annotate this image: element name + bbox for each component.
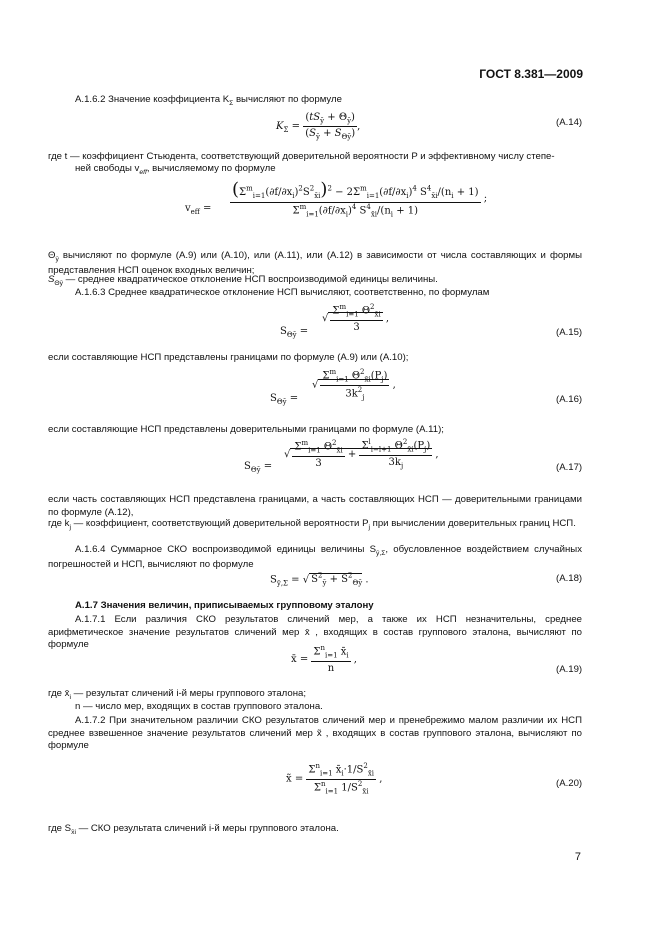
eq-number-a15: (A.15): [556, 327, 583, 338]
eq-number-a19: (A.19): [556, 664, 583, 675]
para-a163: A.1.6.3 Среднее квадратическое отклонение НСП вычисляют, соответственно, по формулам: [75, 287, 490, 298]
para-kj-def: где $k_j$ — коэффициент, соответствующий доверительной вероятности $P_j$ при вычислении доверительных границ НСП.: [48, 518, 576, 531]
para-n-def: n — число мер, входящих в состав группового эталона.: [75, 701, 323, 712]
eq-number-a20: (A.20): [556, 778, 583, 789]
para-a164: A.1.6.4 Суммарное СКО воспроизводимой единицы величины $S_{ȳ,\Sigma}$, обусловленное воздействием случайных погрешностей и НСП, вычисляют по формуле: [48, 544, 582, 570]
eq-number-a14: (A.14): [556, 117, 583, 128]
para-a162: A.1.6.2 Значение коэффициента $K_\Sigma$ вычисляют по формуле: [75, 94, 342, 107]
eq-number-a18: (A.18): [556, 573, 583, 584]
para-a172: A.1.7.2 При значительном различии СКО результатов сличений мер и пренебрежимо малом различии их НСП среднее взвешенное значение результатов сличений мер x̃ , входящих в состав группового эталона, вычисляют по формуле: [48, 715, 582, 752]
eq-number-a17: (A.17): [556, 462, 583, 473]
para-s-theta-def: $S_{\Theta ȳ}$ — среднее квадратическое отклонение НСП воспроизводимой единицы величины.: [48, 274, 438, 287]
para-a171: A.1.7.1 Если различия СКО результатов сличений мер, а также их НСП незначительны, среднее арифметическое значение результатов сличений мер x̄ , входящих в состав группового эталона, вычисляют по формуле: [48, 614, 582, 651]
eq-number-a16: (A.16): [556, 394, 583, 405]
section-a17-title: A.1.7 Значения величин, приписываемых групповому эталону: [75, 600, 374, 611]
para-if-conf: если составляющие НСП представлены доверительными границами по формуле (A.11);: [48, 424, 444, 435]
para-t-def: где t — коэффициент Стьюдента, соответствующий доверительной вероятности P и эффективному числу степе-: [48, 151, 555, 162]
document-page: ГОСТ 8.381—2009 A.1.6.2 Значение коэффициента $K_\Sigma$ вычисляют по формуле $K_\Sigma$ = $\frac{(tS_ȳ + \Theta_ȳ)}{(S_ȳ + S_{\Theta ȳ})}$ , (A.14) где t — коэффициент Стьюдента, соответствующий доверительной вероятности P и эффективному числу степе- ней свободы $v_{eff}$, вычисляемому по формуле $v_{eff}$ = $\frac{(\Sigma^m_{i=1}(\partial f/\partial x_i)^2S^2_{x̄i})^2 - 2\Sigma^m_{i=1}(\partial f/\partial x_i)^4 S^4_{x̄i}/(n_i + 1)}{\Sigma^m_{i=1}(\partial f/\partial x_i)^4 S^4_{x̄i}/(n_i + 1)}$ ; $\Theta_ȳ$ вычисляют по формуле (A.9) или (A.10), или (A.11), или (A.12) в зависимости от числа составляющих и формы представления НСП оценок входных величин; $S_{\Theta ȳ}$ — среднее квадратическое отклонение НСП воспроизводимой единицы величины. A.1.6.3 Среднее квадратическое отклонение НСП вычисляют, соответственно, по формулам $S_{\Theta ȳ}$ = √ $\frac{\Sigma^m_{i=1} \Theta^2_{x̄i}}{3}$ , (A.15) если составляющие НСП представлены границами по формуле (A.9) или (A.10); $S_{\Theta ȳ}$ = √ $\frac{\Sigma^m_{i=1} \Theta^2_{x̄i}(P_j)}{3k^2_j}$ , (A.16) если составляющие НСП представлены доверительными границами по формуле (A.11); $S_{\Theta ȳ}$ = √ $\frac{\Sigma^m_{i=1} \Theta^2_{x̄i}}{3}$ + $\frac{\Sigma^l_{i=l+1} \Theta^2_{x̄i}(P_j)}{3k_j}$ , (A.17) если часть составляющих НСП представлена границами, а часть составляющих НСП — доверительными границами по формуле (A.12), где $k_j$ — коэффициент, соответствующий доверительной вероятности $P_j$ при вычислении доверительных границ НСП. A.1.6.4 Суммарное СКО воспроизводимой единицы величины $S_{ȳ,\Sigma}$, обусловленное воздействием случайных погрешностей и НСП, вычисляют по формуле $S_{ȳ,\Sigma}$ = √ $S^2_ȳ + S^2_{\Theta ȳ}$ . (A.18) A.1.7 Значения величин, приписываемых групповому эталону A.1.7.1 Если различия СКО результатов сличений мер, а также их НСП незначительны, среднее арифметическое значение результатов сличений мер x̄ , входящих в состав группового эталона, вычисляют по формуле x̄ = $\frac{\Sigma^n_{i=1} x̄_i}{n}$ , (A.19) где $x̄_i$ — результат сличений i-й меры группового эталона; n — число мер, входящих в состав группового эталона. A.1.7.2 При значительном различии СКО результатов сличений мер и пренебрежимо малом различии их НСП среднее взвешенное значение результатов сличений мер x̃ , входящих в состав группового эталона, вычисляют по формуле x̃ = $\frac{\Sigma^n_{i=1} x̄_i\cdot 1/S^2_{x̄i}}{\Sigma^n_{i=1} 1/S^2_{x̄i}}$ , (A.20) где $S_{x̄i}$ — СКО результата сличений i-й меры группового эталона. 7: [48, 67, 583, 863]
para-if-mixed: если часть составляющих НСП представлена границами, а часть составляющих НСП — доверительными границами по формуле (A.12),: [48, 494, 582, 518]
para-sx-def: где $S_{x̄i}$ — СКО результата сличений i-й меры группового эталона.: [48, 823, 339, 836]
para-if-bounds: если составляющие НСП представлены границами по формуле (A.9) или (A.10);: [48, 352, 409, 363]
para-t-def2: ней свободы $v_{eff}$, вычисляемому по формуле: [75, 163, 276, 176]
page-number: 7: [574, 851, 581, 863]
para-xi-def: где $x̄_i$ — результат сличений i-й меры группового эталона;: [48, 688, 307, 701]
para-theta-def: $\Theta_ȳ$ вычисляют по формуле (A.9) или (A.10), или (A.11), или (A.12) в зависимости от числа составляющих и формы представления НСП оценок входных величин;: [48, 250, 582, 276]
standard-header: ГОСТ 8.381—2009: [479, 67, 583, 81]
